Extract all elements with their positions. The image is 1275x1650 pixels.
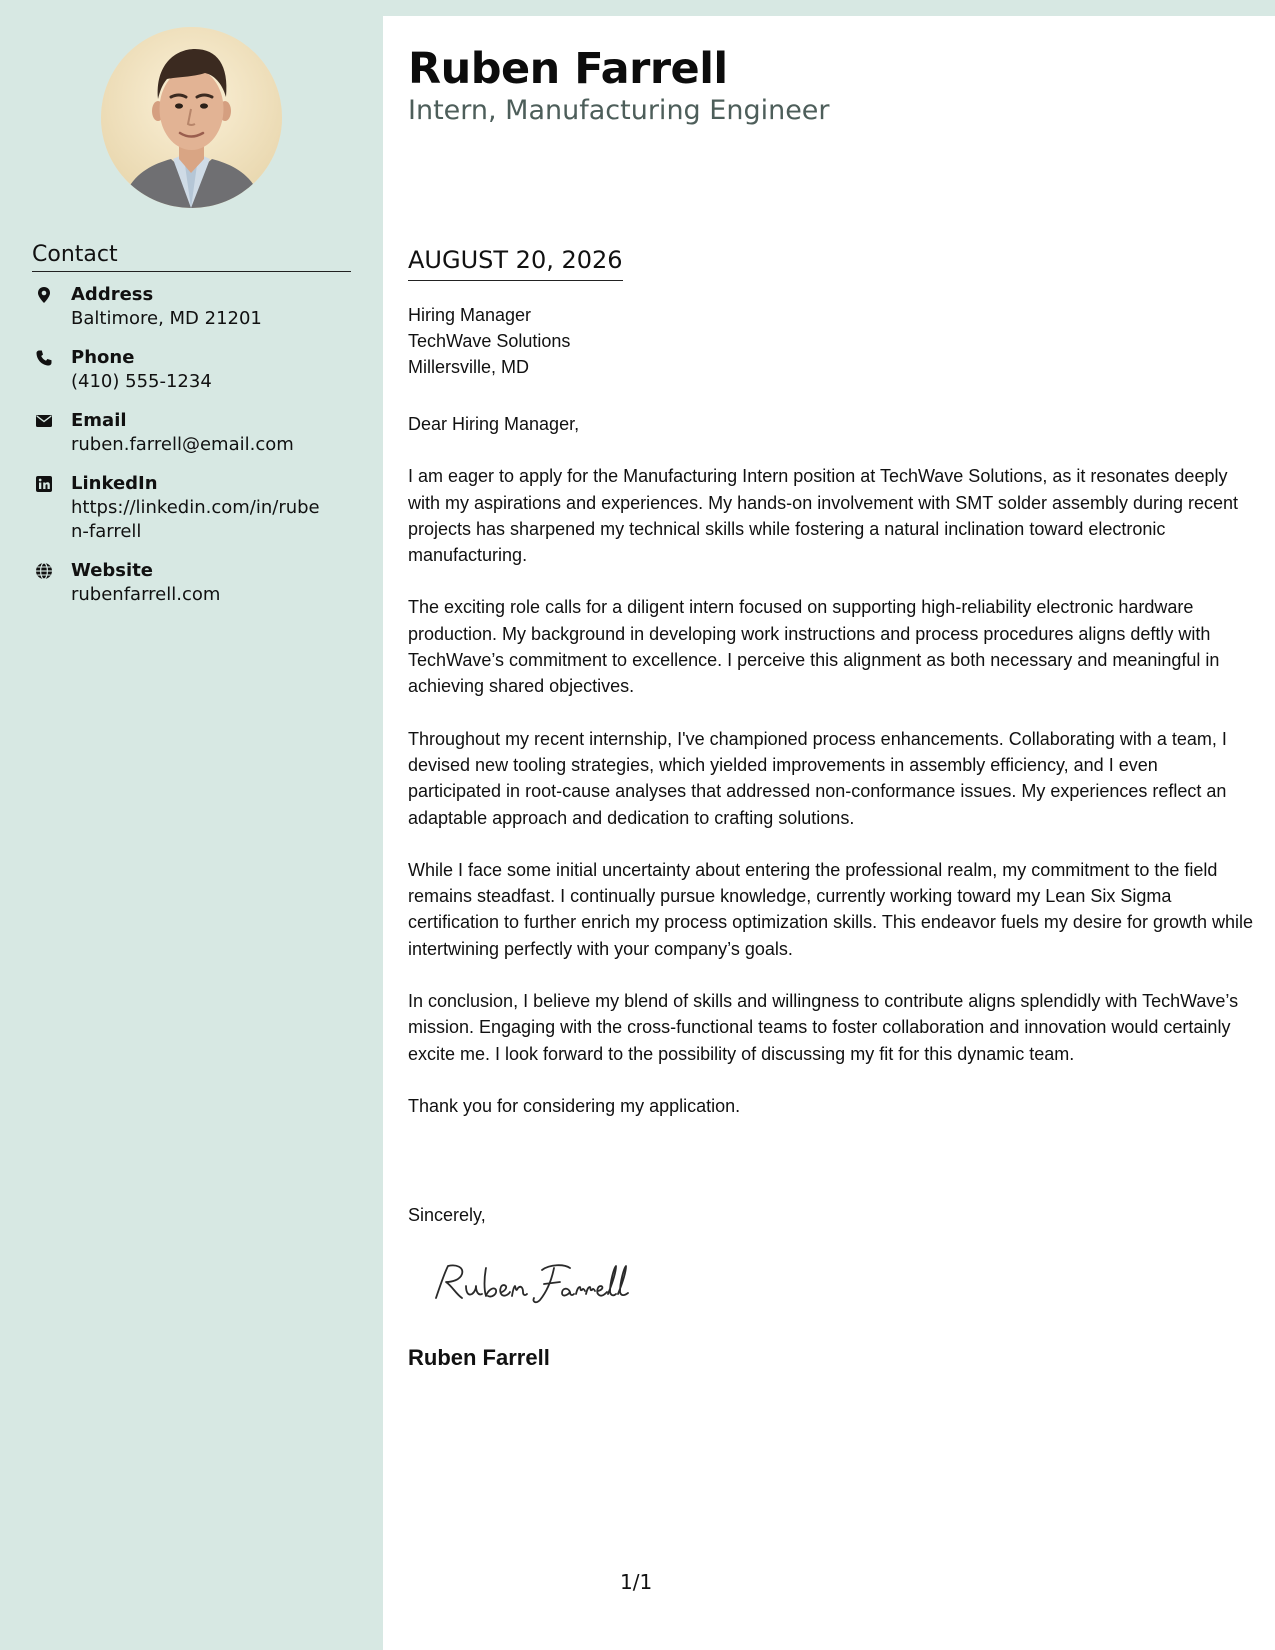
body-paragraph: While I face some initial uncertainty about entering the professional realm, my commitment to the field remains steadfast. I continually pursue knowledge, currently working toward my Lean Six Sigma certification to further enrich my process optimization skills. This endeavor fuels my desire for growth while intertwining perfectly with your company’s goals. bbox=[408, 859, 1254, 959]
profile-photo bbox=[101, 27, 282, 208]
applicant-name: Ruben Farrell bbox=[408, 44, 728, 94]
recipient-line: Hiring Manager bbox=[408, 305, 532, 325]
page-number: 1/1 bbox=[620, 1570, 653, 1594]
contact-item-linkedin bbox=[32, 472, 352, 559]
recipient-line: Millersville, MD bbox=[408, 357, 529, 377]
contact-item-email bbox=[32, 409, 352, 472]
body-paragraph: In conclusion, I believe my blend of skills and willingness to contribute aligns splendidly with TechWave’s mission. Engaging with the cross-functional teams to foster collaboration and innovation would certainly excite me. I look forward to the possibility of discussing my fit for this dynamic team. bbox=[408, 991, 1239, 1064]
contact-label: Website bbox=[71, 560, 154, 581]
contact-heading: Contact bbox=[32, 240, 351, 272]
closing: Sincerely, bbox=[408, 1205, 486, 1225]
contact-label: LinkedIn bbox=[71, 473, 158, 494]
globe-icon bbox=[35, 562, 53, 580]
body-paragraph: Throughout my recent internship, I've championed process enhancements. Collaborating with a team, I devised new tooling strategies, which yielded improvements in assembly efficiency, and I even participated in root-cause analyses that addressed non-conformance issues. My experiences reflect an adaptable approach and dedication to crafting solutions. bbox=[408, 728, 1227, 828]
contact-label: Phone bbox=[71, 347, 135, 368]
recipient-block bbox=[408, 302, 570, 380]
salutation: Dear Hiring Manager, bbox=[408, 414, 580, 434]
contact-item-phone bbox=[32, 346, 352, 409]
linkedin-link[interactable]: https://linkedin.com/in/ruben-farrell bbox=[71, 497, 320, 542]
phone-value: (410) 555-1234 bbox=[71, 371, 212, 392]
phone-icon bbox=[35, 349, 53, 367]
body-paragraph: Thank you for considering my application. bbox=[408, 1095, 741, 1116]
letter-body bbox=[408, 411, 1253, 1145]
contact-label: Email bbox=[71, 410, 127, 431]
handwritten-signature bbox=[430, 1258, 660, 1310]
contact-item-address bbox=[32, 283, 352, 346]
body-paragraph: The exciting role calls for a diligent intern focused on supporting high-reliability electronic hardware production. My background in developing work instructions and process procedures aligns deftly with TechWave’s commitment to excellence. I perceive this alignment as both necessary and meaningful in achieving shared objectives. bbox=[408, 597, 1220, 697]
body-paragraph: I am eager to apply for the Manufacturing Intern position at TechWave Solutions, as it resonates deeply with my aspirations and experiences. My hands-on involvement with SMT solder assembly during recent projects has sharpened my technical skills while fostering a natural inclination toward electronic manufacturing. bbox=[408, 466, 1239, 566]
job-title: Intern, Manufacturing Engineer bbox=[408, 95, 830, 126]
map-pin-icon bbox=[35, 286, 53, 304]
linkedin-icon bbox=[35, 475, 53, 493]
contact-label: Address bbox=[71, 284, 154, 305]
address-value: Baltimore, MD 21201 bbox=[71, 308, 262, 329]
email-link[interactable]: ruben.farrell@email.com bbox=[71, 434, 294, 455]
letter-date: AUGUST 20, 2026 bbox=[408, 244, 623, 281]
contact-list bbox=[32, 283, 352, 609]
signed-name: Ruben Farrell bbox=[408, 1345, 550, 1370]
envelope-icon bbox=[35, 412, 53, 430]
recipient-line: TechWave Solutions bbox=[408, 331, 571, 351]
contact-item-website bbox=[32, 559, 352, 609]
website-link[interactable]: rubenfarrell.com bbox=[71, 584, 221, 605]
